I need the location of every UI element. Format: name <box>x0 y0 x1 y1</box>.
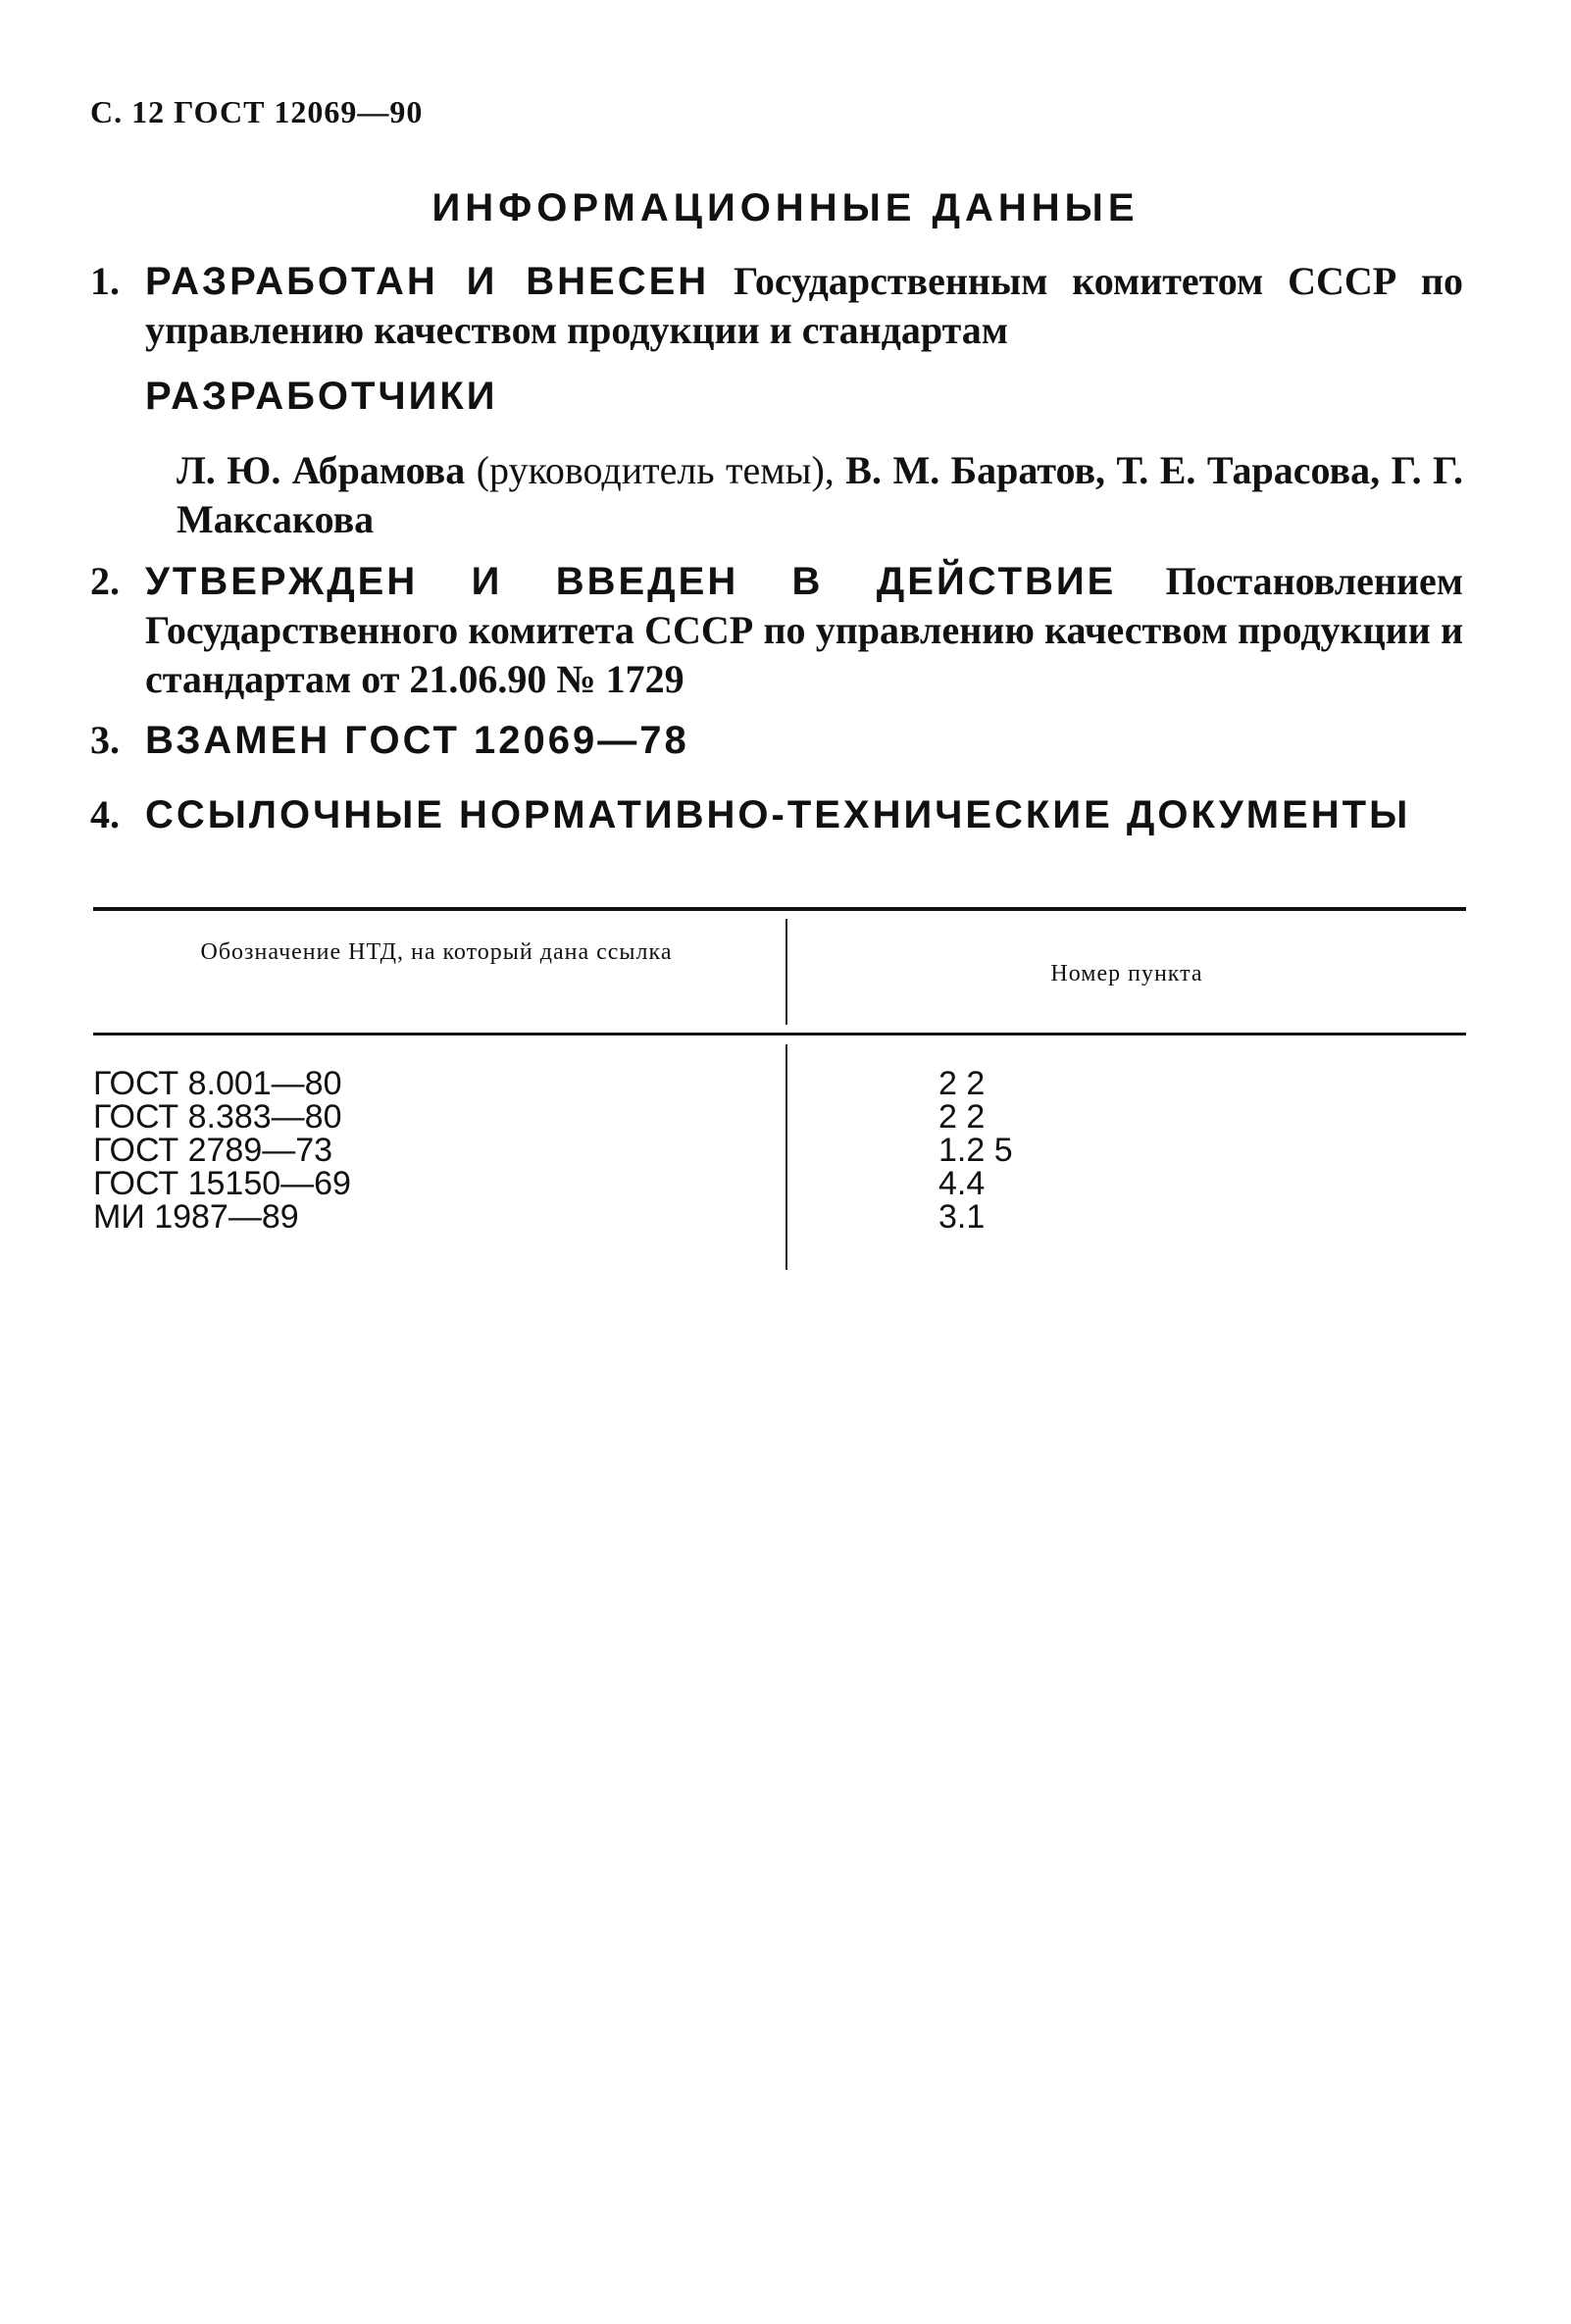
table-row <box>93 1200 1466 1234</box>
developer-name: Т. Е. Тарасова, <box>1116 448 1381 492</box>
info-item-3 <box>90 716 1463 765</box>
item-lead: РАЗРАБОТАН И ВНЕСЕН <box>145 260 710 303</box>
developers-list <box>177 446 1463 544</box>
table-row <box>93 1134 1466 1167</box>
info-item-4 <box>90 790 1463 839</box>
table-header-designation: Обозначение НТД, на который дана ссылка <box>200 939 673 965</box>
cell-clause: 2 2 <box>938 1098 986 1136</box>
table-row <box>93 1167 1466 1200</box>
item-text: Постановлением Государственного комитета СССР по управлению качеством продукции и стандартам от 21.06.90 № 1729 <box>145 559 1464 701</box>
info-item-2 <box>90 557 1463 704</box>
cell-designation: ГОСТ 2789—73 <box>93 1132 333 1169</box>
item-number: 4. <box>90 792 120 836</box>
cell-designation: ГОСТ 15150—69 <box>93 1165 351 1202</box>
item-lead: ВЗАМЕН ГОСТ 12069—78 <box>145 719 689 762</box>
item-lead: ССЫЛОЧНЫЕ НОРМАТИВНО-ТЕХНИЧЕСКИЕ ДОКУМЕНТЫ <box>145 793 1411 836</box>
cell-clause: 3.1 <box>938 1198 986 1236</box>
developer-name: Л. Ю. Абрамова <box>177 448 466 492</box>
cell-designation: ГОСТ 8.383—80 <box>93 1098 342 1136</box>
cell-designation: ГОСТ 8.001—80 <box>93 1065 342 1102</box>
item-number: 3. <box>90 718 120 762</box>
cell-clause: 4.4 <box>938 1165 986 1202</box>
table-header-clause: Номер пункта <box>1050 961 1203 986</box>
developer-name: В. М. Баратов, <box>845 448 1106 492</box>
table-row <box>93 1100 1466 1134</box>
item-number: 2. <box>90 559 120 603</box>
item-lead: УТВЕРЖДЕН И ВВЕДЕН В ДЕЙСТВИЕ <box>145 560 1117 603</box>
developers-heading: РАЗРАБОТЧИКИ <box>145 375 498 418</box>
table-top-rule <box>93 907 1466 911</box>
item-number: 1. <box>90 259 120 303</box>
developer-name: Г. Г. Максакова <box>177 448 1463 541</box>
table-row <box>93 1067 1466 1100</box>
item-text: Государственным комитетом СССР по управлению качеством продукции и стандартам <box>145 259 1464 352</box>
table-header-rule <box>93 1033 1466 1036</box>
info-item-1 <box>90 257 1463 355</box>
cell-clause: 1.2 5 <box>938 1132 1013 1169</box>
page-header: С. 12 ГОСТ 12069—90 <box>90 94 424 129</box>
cell-clause: 2 2 <box>938 1065 986 1102</box>
cell-designation: МИ 1987—89 <box>93 1198 299 1236</box>
developer-role: (руководитель темы), <box>476 448 835 492</box>
page-title: ИНФОРМАЦИОННЫЕ ДАННЫЕ <box>431 186 1140 229</box>
